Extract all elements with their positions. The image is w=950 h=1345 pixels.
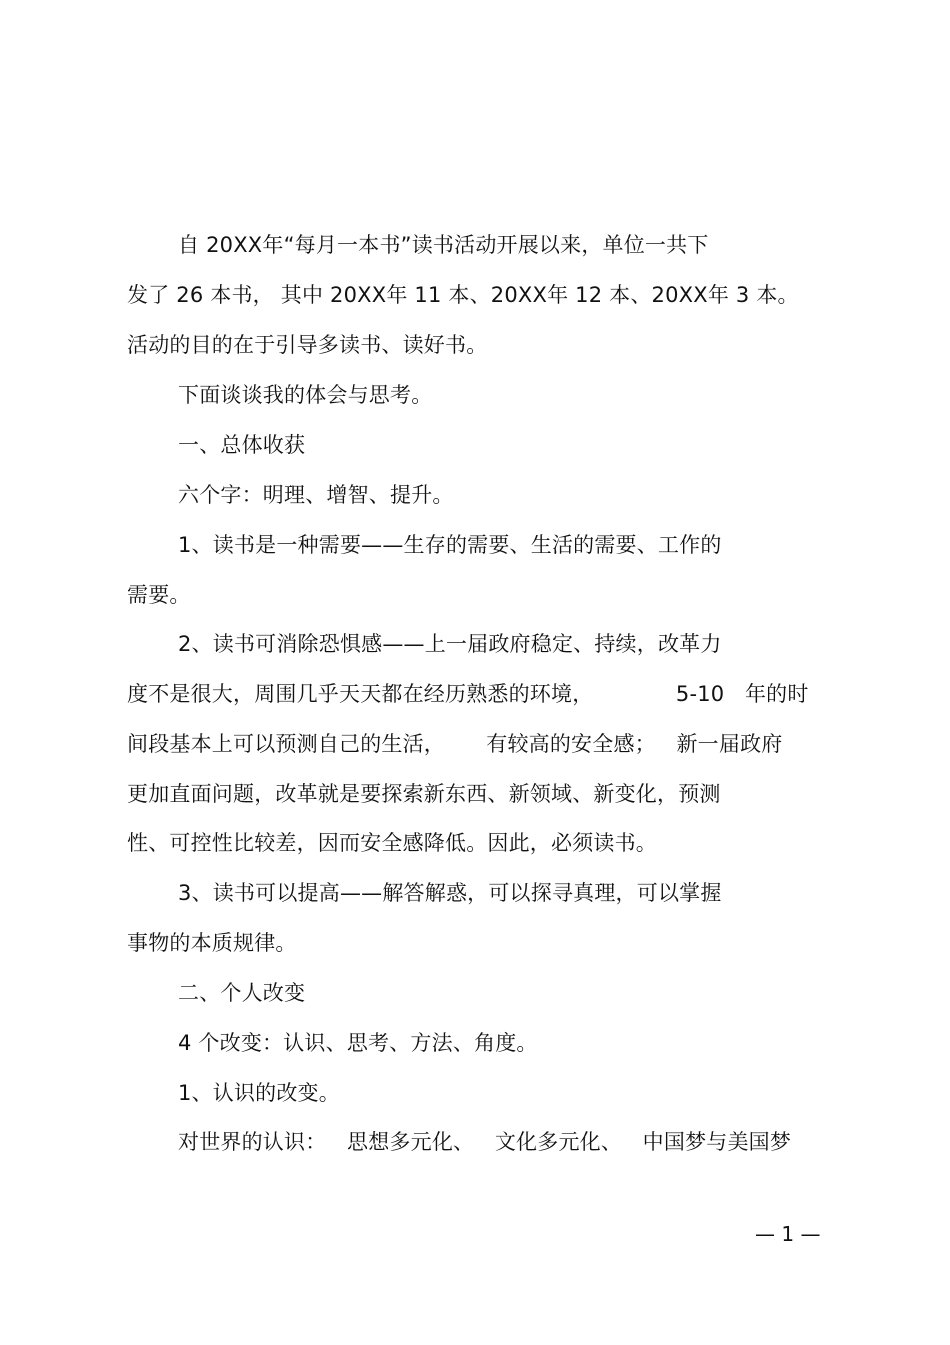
paragraph-line-1: 自 20XX年“每月一本书”读书活动开展以来，单位一共下 xyxy=(178,233,709,257)
paragraph-line-3: 活动的目的在于引导多读书、读好书。 xyxy=(127,333,488,357)
section-heading-1: 一、总体收获 xyxy=(178,433,306,457)
summary-line: 六个字：明理、增智、提升。 xyxy=(178,483,454,507)
page-number: — 1 — xyxy=(755,1222,821,1246)
intro-line: 下面谈谈我的体会与思考。 xyxy=(178,383,433,407)
point-2-line-1: 2、读书可消除恐惧感——上一届政府稳定、持续，改革力 xyxy=(178,632,722,656)
point-3-line-2: 事物的本质规律。 xyxy=(127,931,297,955)
point-2-line-2: 度不是很大，周围几乎天天都在经历熟悉的环境， 5-10 年的时 xyxy=(127,682,809,706)
point-2-line-3: 间段基本上可以预测自己的生活， 有较高的安全感； 新一届政府 xyxy=(127,732,783,756)
paragraph-line-2: 发了 26 本书， 其中 20XX年 11 本、20XX年 12 本、20XX年 3 本。 xyxy=(127,283,799,307)
point-1-line-1: 1、读书是一种需要——生存的需要、生活的需要、工作的 xyxy=(178,533,722,557)
change-1-heading: 1、认识的改变。 xyxy=(178,1081,340,1105)
world-view-line: 对世界的认识： 思想多元化、 文化多元化、 中国梦与美国梦 xyxy=(178,1130,792,1154)
point-3-line-1: 3、读书可以提高——解答解惑，可以探寻真理，可以掌握 xyxy=(178,881,722,905)
point-1-line-2: 需要。 xyxy=(127,583,191,607)
point-2-line-4: 更加直面问题，改革就是要探索新东西、新领域、新变化，预测 xyxy=(127,782,721,806)
section-heading-2: 二、个人改变 xyxy=(178,981,306,1005)
point-2-line-5: 性、可控性比较差，因而安全感降低。因此，必须读书。 xyxy=(127,831,657,855)
changes-summary-line: 4 个改变：认识、思考、方法、角度。 xyxy=(178,1031,538,1055)
